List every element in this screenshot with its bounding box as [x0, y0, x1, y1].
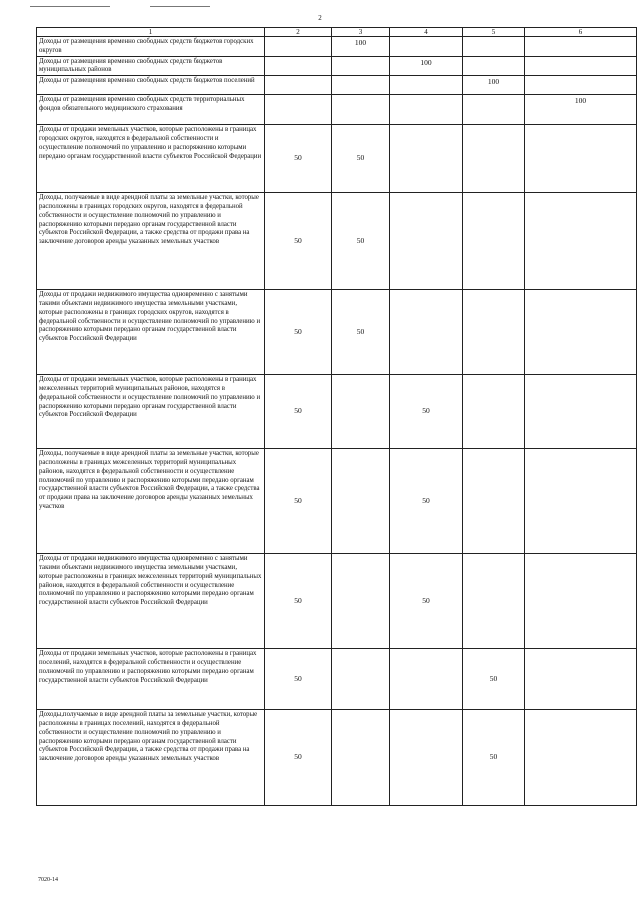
share-value-cell: [390, 76, 463, 95]
revenue-description: Доходы от продажи недвижимого имущества одновременно с занятыми такими объектами недвижимого имущества земельными участками, которые расположены в границах городских округов, находятся в федеральной собственности и осуществление полномочий по управлению и распоряжению которыми передано органам государственной власти субъектов Российской Федерации: [37, 290, 265, 375]
revenue-description: Доходы от размещения временно свободных средств территориальных фондов обязательного медицинского страхования: [37, 95, 265, 125]
scan-artifact-line: [150, 6, 210, 7]
share-value-cell: [390, 193, 463, 290]
share-value-cell: [463, 554, 525, 649]
share-value-cell: [463, 449, 525, 554]
share-value-cell: [265, 37, 332, 57]
share-value-cell: [332, 56, 390, 76]
share-value-cell: 100: [390, 56, 463, 76]
table-row: [37, 449, 637, 554]
share-value-cell: 50: [332, 193, 390, 290]
share-value-cell: 50: [390, 554, 463, 649]
share-value-cell: [525, 375, 637, 449]
share-value-cell: [390, 710, 463, 806]
share-value-cell: [463, 193, 525, 290]
revenue-description: Доходы от продажи земельных участков, которые расположены в границах поселений, находятся в федеральной собственности и осуществление полномочий по управлению и распоряжению которыми передано органам государственной власти субъектов Российской Федерации: [37, 649, 265, 710]
column-number-header: [37, 28, 637, 37]
share-value-cell: [390, 95, 463, 125]
revenue-description: Доходы от продажи земельных участков, которые расположены в границах городских округов, находятся в федеральной собственности и осуществление полномочий по управлению и распоряжению которыми передано органам государственной власти субъектов Российской Федерации: [37, 125, 265, 193]
table-row: [37, 76, 637, 95]
share-value-cell: [525, 125, 637, 193]
share-value-cell: 50: [265, 449, 332, 554]
share-value-cell: [332, 449, 390, 554]
share-value-cell: [463, 37, 525, 57]
share-value-cell: [525, 56, 637, 76]
table-row: [37, 710, 637, 806]
share-value-cell: [525, 76, 637, 95]
budget-distribution-table: [36, 27, 637, 806]
share-value-cell: [332, 76, 390, 95]
share-value-cell: [390, 290, 463, 375]
column-header: 1: [37, 28, 265, 37]
table-row: [37, 95, 637, 125]
revenue-description: Доходы, получаемые в виде арендной платы за земельные участки, которые расположены в границах городских округов, находятся в федеральной собственности и осуществление полномочий по управлению и распоряжению которыми передано органам государственной власти субъектов Российской Федерации, а также средства от продажи права на заключение договоров аренды указанных земельных участков: [37, 193, 265, 290]
table-row: [37, 290, 637, 375]
table-row: [37, 375, 637, 449]
share-value-cell: 50: [265, 375, 332, 449]
revenue-description: Доходы от размещения временно свободных средств бюджетов городских округов: [37, 37, 265, 57]
share-value-cell: 50: [265, 193, 332, 290]
share-value-cell: [525, 554, 637, 649]
revenue-description: Доходы,получаемые в виде арендной платы за земельные участки, которые расположены в границах поселений, находятся в федеральной собственности и осуществление полномочий по управлению и распоряжению которыми передано органам государственной власти субъектов Российской Федерации, а также средства от продажи права на заключение договоров аренды указанных земельных участков: [37, 710, 265, 806]
share-value-cell: [525, 649, 637, 710]
share-value-cell: [390, 125, 463, 193]
share-value-cell: [525, 290, 637, 375]
share-value-cell: [525, 710, 637, 806]
share-value-cell: [525, 193, 637, 290]
share-value-cell: [463, 56, 525, 76]
column-header: 3: [332, 28, 390, 37]
table-row: [37, 37, 637, 57]
table-row: [37, 125, 637, 193]
share-value-cell: 100: [463, 76, 525, 95]
share-value-cell: [332, 375, 390, 449]
share-value-cell: [332, 554, 390, 649]
column-header: 6: [525, 28, 637, 37]
revenue-description: Доходы, получаемые в виде арендной платы за земельные участки, которые расположены в границах межселенных территорий муниципальных районов, находятся в федеральной собственности и осуществление полномочий по управлению и распоряжению которыми передано органам государственной власти субъектов Российской Федерации, а также средства от продажи права на заключение договоров аренды указанных земельных участков: [37, 449, 265, 554]
share-value-cell: 50: [463, 649, 525, 710]
share-value-cell: 50: [265, 290, 332, 375]
share-value-cell: 50: [265, 554, 332, 649]
share-value-cell: 50: [265, 649, 332, 710]
table-row: [37, 554, 637, 649]
share-value-cell: 50: [332, 125, 390, 193]
revenue-description: Доходы от размещения временно свободных средств бюджетов муниципальных районов: [37, 56, 265, 76]
share-value-cell: 50: [463, 710, 525, 806]
share-value-cell: [525, 449, 637, 554]
revenue-description: Доходы от продажи земельных участков, которые расположены в границах межселенных территорий муниципальных районов, находятся в федеральной собственности и осуществление полномочий по управлению и распоряжению которыми передано органам государственной власти субъектов Российской Федерации: [37, 375, 265, 449]
footer-code: 7020-14: [38, 877, 58, 883]
share-value-cell: 50: [332, 290, 390, 375]
column-header: 5: [463, 28, 525, 37]
page-number: 2: [318, 14, 322, 22]
revenue-description: Доходы от продажи недвижимого имущества одновременно с занятыми такими объектами недвижимого имущества земельными участками, которые расположены в границах межселенных территорий муниципальных районов, находятся в федеральной собственности и осуществление полномочий по управлению и распоряжению которыми передано органам государственной власти субъектов Российской Федерации: [37, 554, 265, 649]
share-value-cell: 50: [265, 710, 332, 806]
share-value-cell: [463, 290, 525, 375]
share-value-cell: [332, 710, 390, 806]
share-value-cell: 50: [265, 125, 332, 193]
table-row: [37, 193, 637, 290]
revenue-description: Доходы от размещения временно свободных средств бюджетов поселений: [37, 76, 265, 95]
share-value-cell: [390, 37, 463, 57]
share-value-cell: [265, 56, 332, 76]
share-value-cell: [463, 95, 525, 125]
share-value-cell: [525, 37, 637, 57]
share-value-cell: 50: [390, 375, 463, 449]
column-header: 4: [390, 28, 463, 37]
share-value-cell: [463, 375, 525, 449]
column-header: 2: [265, 28, 332, 37]
share-value-cell: [332, 649, 390, 710]
share-value-cell: 50: [390, 449, 463, 554]
share-value-cell: [463, 125, 525, 193]
share-value-cell: [265, 95, 332, 125]
scan-artifact-line: [30, 6, 110, 7]
table-row: [37, 649, 637, 710]
share-value-cell: 100: [332, 37, 390, 57]
share-value-cell: [390, 649, 463, 710]
share-value-cell: [265, 76, 332, 95]
table-row: [37, 56, 637, 76]
share-value-cell: 100: [525, 95, 637, 125]
share-value-cell: [332, 95, 390, 125]
